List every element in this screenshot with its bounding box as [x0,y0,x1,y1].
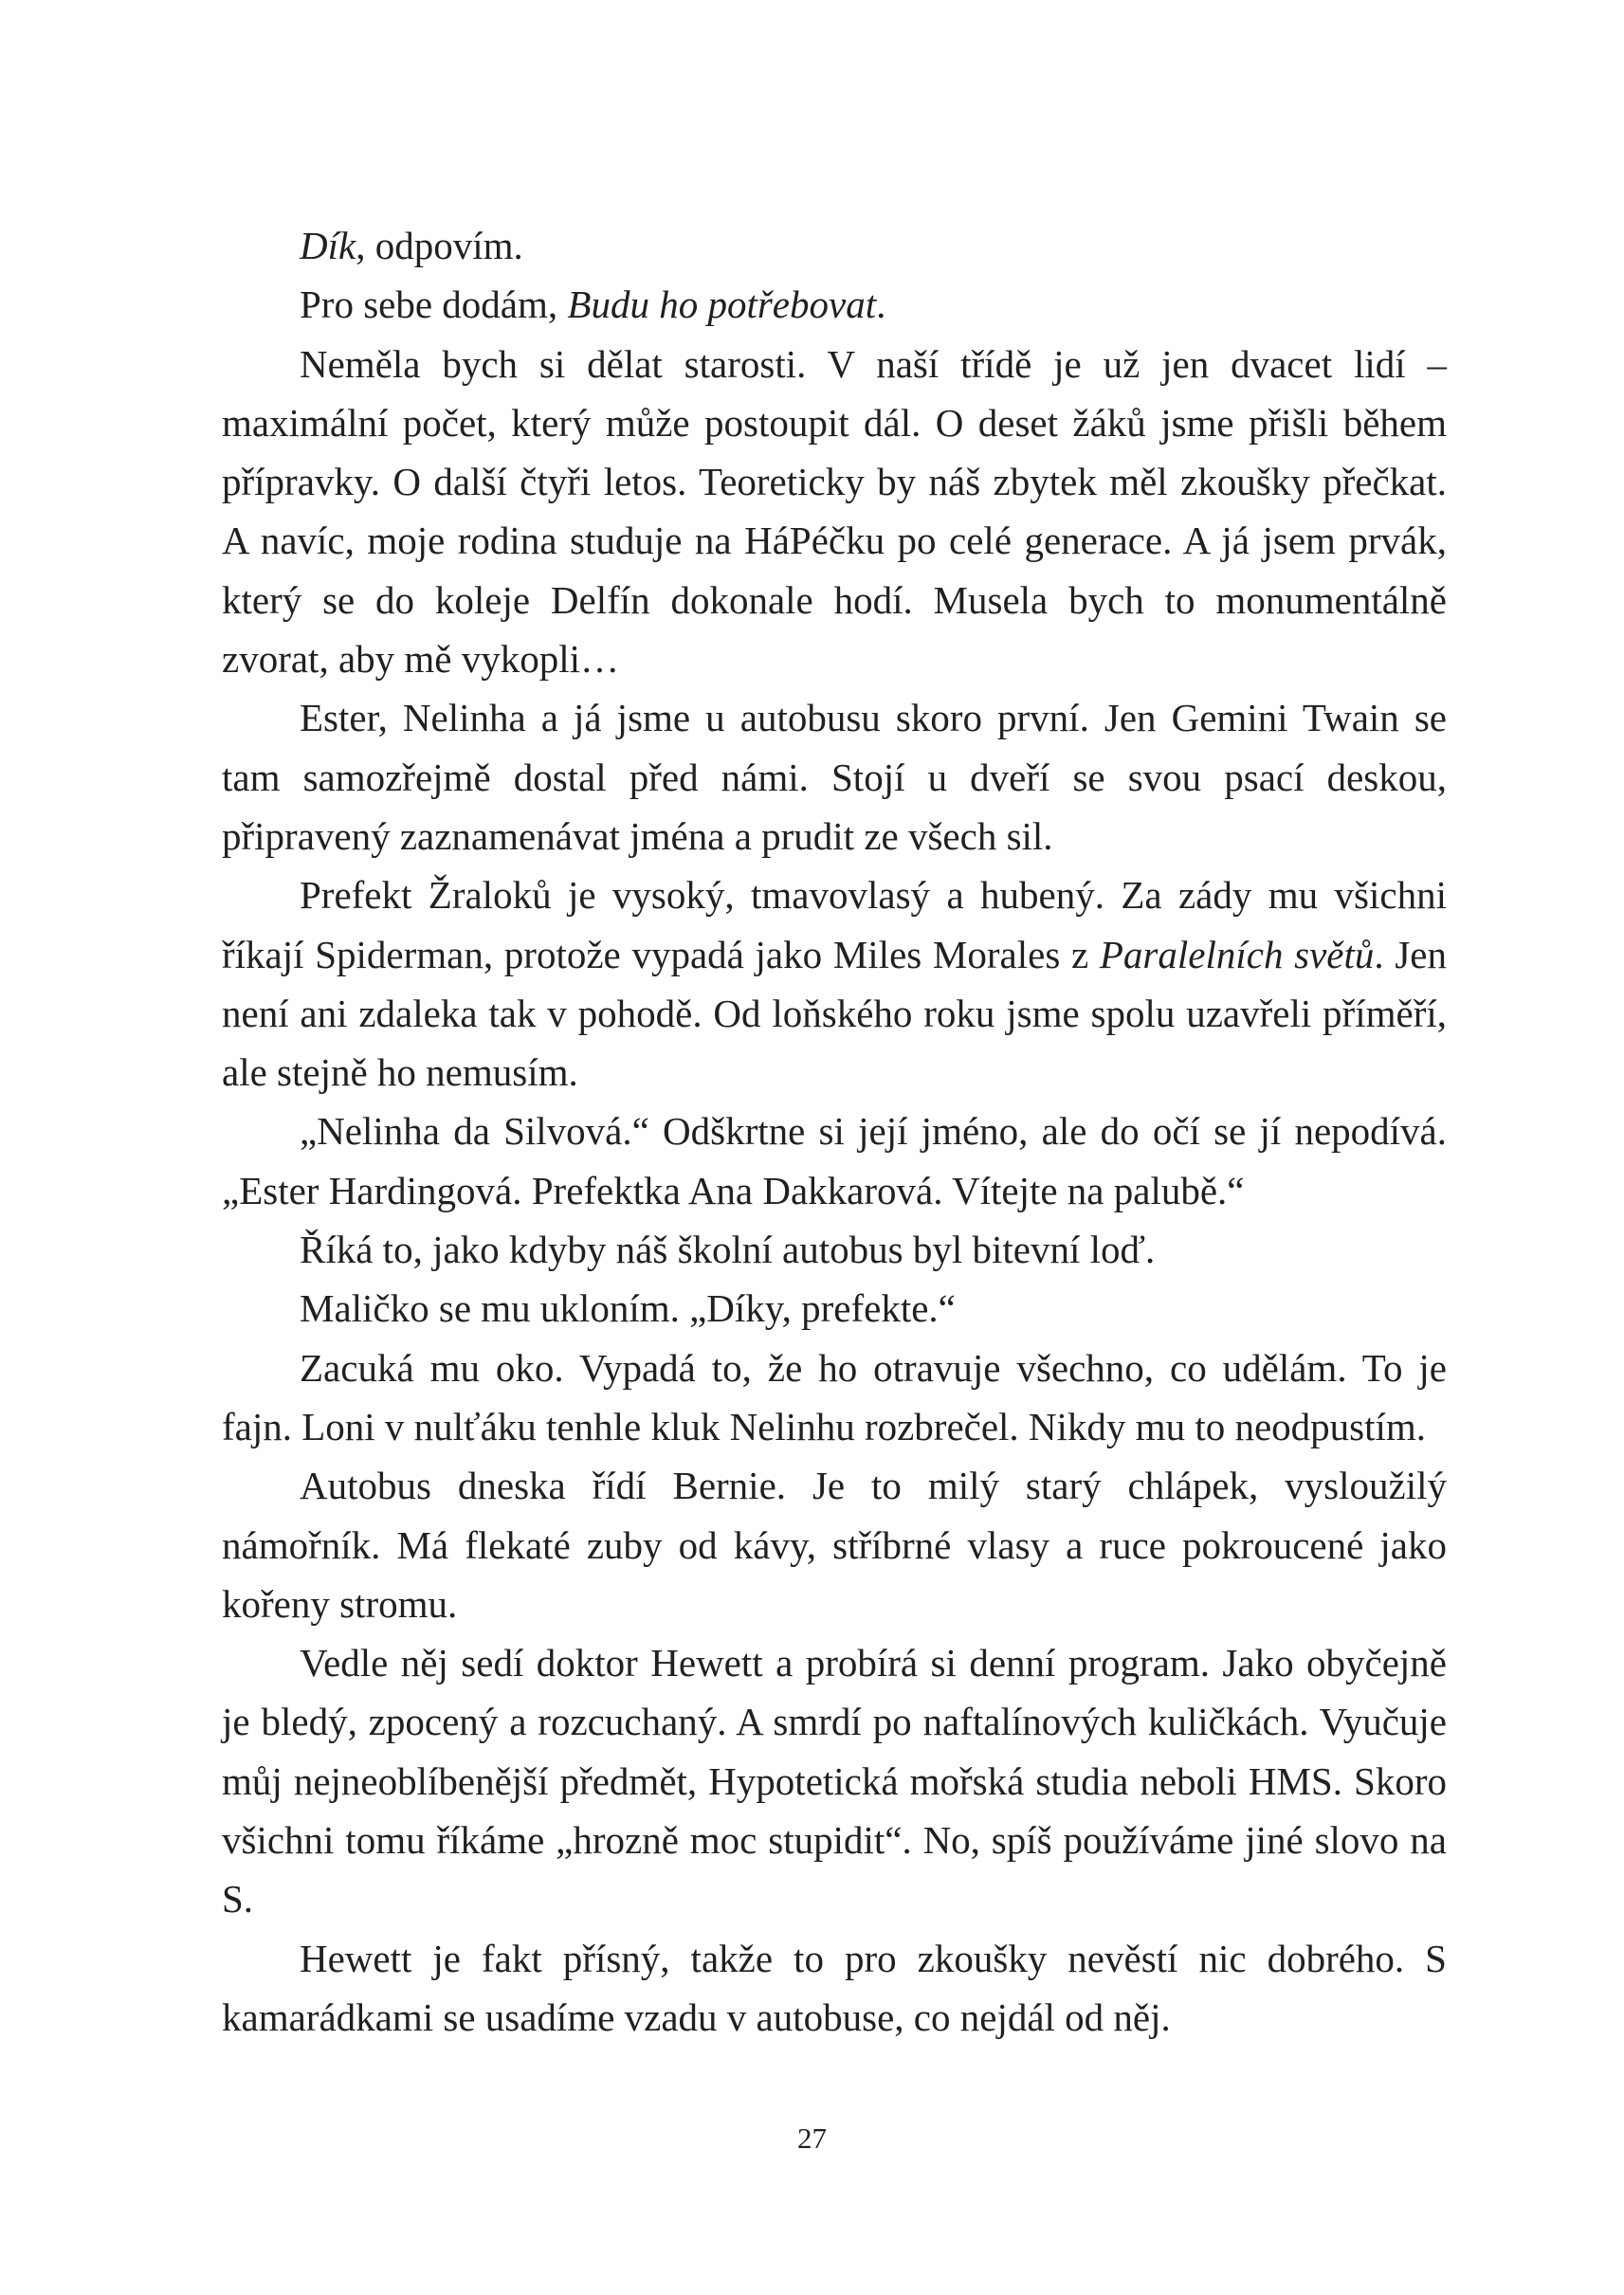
italic-text: Budu ho potřebovat [567,282,877,327]
paragraph [222,1339,1447,1457]
text-run: Říká to, jako kdyby náš školní autobus byl bitevní loď. [300,1228,1156,1272]
paragraph [222,216,1447,275]
text-run: , odpovím. [356,224,523,267]
paragraph [222,1102,1447,1220]
paragraph [222,275,1447,334]
text-run: Vedle něj sedí doktor Hewett a probírá si denní program. Jako obyčejně je bledý, zpocený a rozcuchaný. A smrdí po naftalínových kuličkách. Vyučuje můj nejneoblíbenější předmět, Hypotetická mořská studia neboli HMS. Skoro všichni tomu říkáme „hrozně moc stupidit“. No, spíš používáme jiné slovo na S. [222,1641,1447,1922]
text-run: . [876,282,886,327]
text-run: . Jen není ani zdaleka tak v pohodě. Od loňského roku jsme spolu uzavřeli příměří, ale stejně ho nemusím. [222,932,1447,1095]
paragraph [222,1456,1447,1633]
text-run: „Nelinha da Silvová.“ Odškrtne si její jméno, ale do očí se jí nepodívá. „Ester Hardingová. Prefektka Ana Dakkarová. Vítejte na palubě.“ [222,1109,1447,1212]
text-run: Hewett je fakt přísný, takže to pro zkoušky nevěstí nic dobrého. S kamarádkami se usadíme vzadu v autobuse, co nejdál od něj. [222,1936,1447,2039]
text-run: Ester, Nelinha a já jsme u autobusu skoro první. Jen Gemini Twain se tam samozřejmě dostal před námi. Stojí u dveří se svou psací deskou, připravený zaznamenávat jména a prudit ze všech sil. [222,696,1447,858]
paragraph [222,1633,1447,1928]
paragraph [222,865,1447,1102]
paragraph [222,335,1447,689]
text-run: Maličko se mu ukloním. „Díky, prefekte.“ [300,1286,956,1331]
paragraph [222,1279,1447,1338]
text-run: Autobus dneska řídí Bernie. Je to milý starý chlápek, vysloužilý námořník. Má flekaté zuby od kávy, stříbrné vlasy a ruce pokroucené jako kořeny stromu. [222,1464,1447,1626]
text-run: Neměla bych si dělat starosti. V naší třídě je už jen dvacet lidí – maximální počet, který může postoupit dál. O deset žáků jsme přišli během přípravky. O další čtyři letos. Teoreticky by náš zbytek měl zkoušky přečkat. A navíc, moje rodina studuje na HáPéčku po celé generace. A já jsem prvák, který se do koleje Delfín dokonale hodí. Musela bych to monumentálně zvorat, aby mě vykopli… [222,341,1447,682]
paragraph [222,1929,1447,2048]
italic-text: Paralelních světů [1099,932,1375,976]
body-text [222,216,1447,2047]
text-run: Prefekt Žraloků je vysoký, tmavovlasý a hubený. Za zády mu všichni říkají Spiderman, protože vypadá jako Miles Morales z [222,873,1447,976]
italic-text: Dík [300,224,356,267]
page-number: 27 [797,2122,827,2155]
paragraph [222,1220,1447,1279]
text-run: Pro sebe dodám, [300,282,568,327]
paragraph [222,688,1447,865]
text-run: Zacuká mu oko. Vypadá to, že ho otravuje všechno, co udělám. To je fajn. Loni v nulťáku tenhle kluk Nelinhu rozbrečel. Nikdy mu to neodpustím. [222,1345,1447,1448]
